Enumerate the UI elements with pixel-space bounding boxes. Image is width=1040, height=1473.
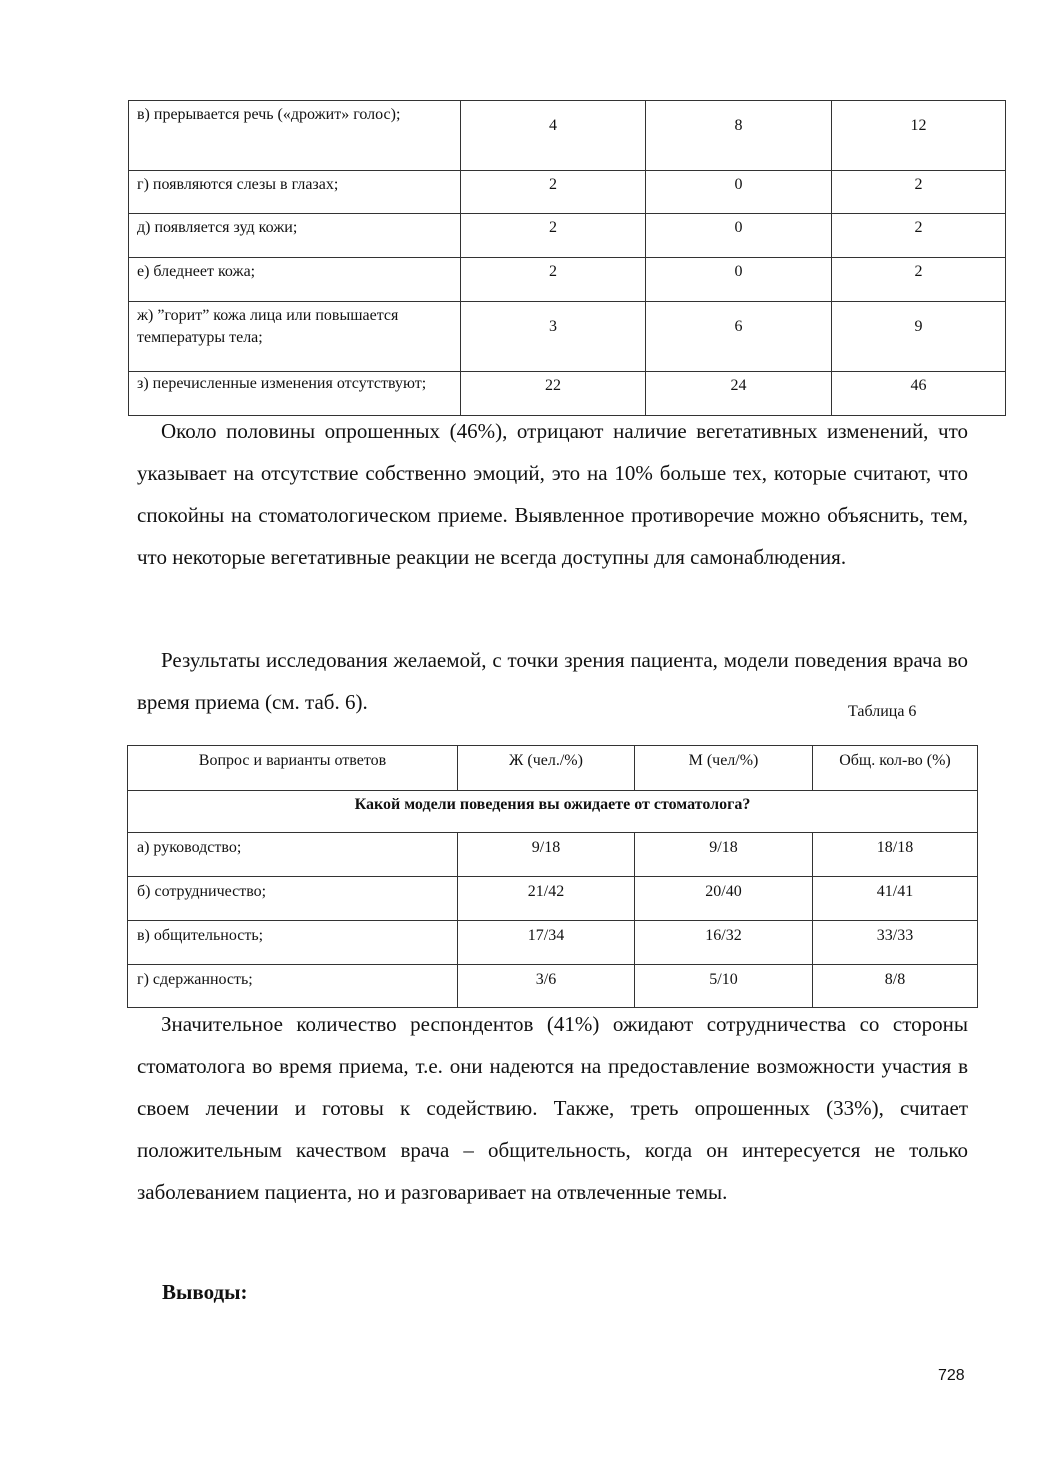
cell-value: 2 [461,171,646,214]
table-row [129,171,1006,214]
cell-value: 46 [832,372,1006,416]
column-header: Вопрос и варианты ответов [128,746,458,791]
row-label: ж) ”горит” кожа лица или повышается температуры тела; [129,302,461,372]
page-number: 728 [938,1367,965,1384]
body-paragraph: Значительное количество респондентов (41%) ожидают сотрудничества со стороны стоматолога во время приема, т.е. они надеются на предоставление возможности участия в своем лечении и готовы к содействию. Также, треть опрошенных (33%), считает положительным качеством врача – общительность, когда он интересуется не только заболеванием пациента, но и разговаривает на отвлеченные темы. [137,1012,968,1204]
row-label: з) перечисленные изменения отсутствуют; [129,372,461,416]
body-paragraph: Результаты исследования желаемой, с точки зрения пациента, модели поведения врача во время приема (см. таб. 6). [137,648,968,714]
cell-value: 9 [832,302,1006,372]
cell-value: 0 [646,171,832,214]
row-label: в) прерывается речь («дрожит» голос); [129,101,461,171]
cell-value: 9/18 [635,833,813,877]
table-row [129,302,1006,372]
cell-value: 18/18 [813,833,978,877]
cell-value: 0 [646,214,832,258]
row-label: а) руководство; [128,833,458,877]
cell-value: 8 [646,101,832,171]
table-row [129,101,1006,171]
doctor-behavior-table [127,745,978,1008]
cell-value: 6 [646,302,832,372]
cell-value: 21/42 [458,877,635,921]
table-header-row [128,746,978,791]
cell-value: 16/32 [635,921,813,965]
cell-value: 2 [461,214,646,258]
cell-value: 17/34 [458,921,635,965]
row-label: д) появляется зуд кожи; [129,214,461,258]
cell-value: 2 [461,258,646,302]
cell-value: 3/6 [458,965,635,1008]
question-cell: Какой модели поведения вы ожидаете от стоматолога? [128,791,978,833]
cell-value: 0 [646,258,832,302]
cell-value: 2 [832,258,1006,302]
cell-value: 33/33 [813,921,978,965]
table-row [128,921,978,965]
table-row [128,965,978,1008]
table-row [129,372,1006,416]
cell-value: 2 [832,214,1006,258]
column-header: М (чел/%) [635,746,813,791]
column-header: Ж (чел./%) [458,746,635,791]
question-row [128,791,978,833]
table-row [128,877,978,921]
cell-value: 9/18 [458,833,635,877]
cell-value: 41/41 [813,877,978,921]
cell-value: 5/10 [635,965,813,1008]
cell-value: 8/8 [813,965,978,1008]
symptoms-table [128,100,1006,416]
cell-value: 2 [832,171,1006,214]
table-row [129,214,1006,258]
cell-value: 3 [461,302,646,372]
section-heading: Выводы: [162,1280,248,1304]
table-row [129,258,1006,302]
table-caption: Таблица 6 [848,703,917,720]
row-label: г) сдержанность; [128,965,458,1008]
row-label: г) появляются слезы в глазах; [129,171,461,214]
cell-value: 22 [461,372,646,416]
row-label: б) сотрудничество; [128,877,458,921]
row-label: в) общительность; [128,921,458,965]
cell-value: 12 [832,101,1006,171]
column-header: Общ. кол-во (%) [813,746,978,791]
cell-value: 20/40 [635,877,813,921]
table-row [128,833,978,877]
row-label: е) бледнеет кожа; [129,258,461,302]
cell-value: 24 [646,372,832,416]
cell-value: 4 [461,101,646,171]
body-paragraph: Около половины опрошенных (46%), отрицают наличие вегетативных изменений, что указывает на отсутствие собственно эмоций, это на 10% больше тех, которые считают, что спокойны на стоматологическом приеме. Выявленное противоречие можно объяснить, тем, что некоторые вегетативные реакции не всегда доступны для самонаблюдения. [137,419,968,569]
